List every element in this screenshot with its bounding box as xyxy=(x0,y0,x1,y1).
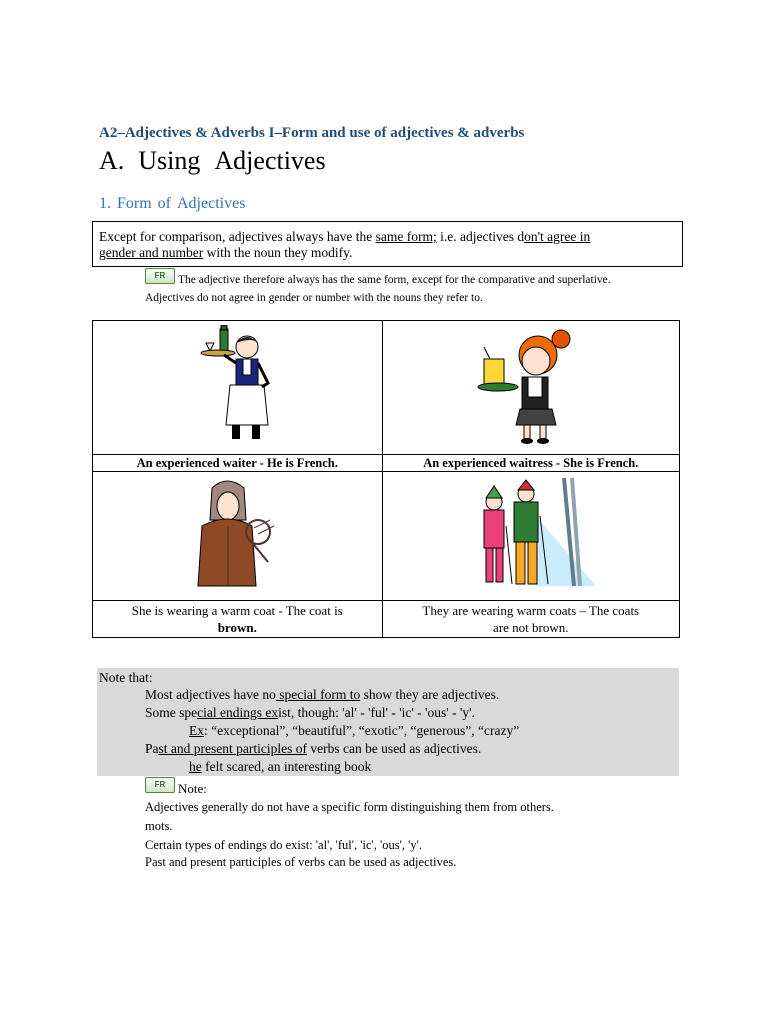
fr-note-bottom-line-2: mots. xyxy=(145,819,173,833)
note-line-5 xyxy=(189,758,371,776)
fr-note-bottom-line-4: Past and present participles of verbs can be used as adjectives. xyxy=(145,855,457,869)
rule-text-6: with the noun they modify. xyxy=(203,245,353,260)
caption-coat xyxy=(93,601,383,638)
note-line-1-b: special form to xyxy=(275,687,361,702)
note-line-2 xyxy=(145,704,475,722)
fr-translation-icon-2[interactable]: FR xyxy=(145,777,175,793)
note-line-4-a: Pa xyxy=(145,741,159,756)
caption-waiter: An experienced waiter - He is French. xyxy=(93,455,383,472)
note-line-2-b: cial endings ex xyxy=(197,705,279,720)
fr-note-label: Note: xyxy=(178,781,207,796)
note-title: Note that: xyxy=(99,670,153,685)
note-line-2-a: Some spe xyxy=(145,705,198,720)
fr-note-bottom-line-1: Adjectives generally do not have a specific form distinguishing them from others. xyxy=(145,800,554,814)
note-line-4 xyxy=(145,740,481,758)
sub-heading xyxy=(99,195,245,213)
note-line-1-c: show they are adjectives. xyxy=(360,687,500,702)
document-title: A2–Adjectives & Adverbs I–Form and use of adjectives & adverbs xyxy=(99,125,525,141)
waiter-image xyxy=(192,325,282,445)
fr-translation-icon[interactable]: FR xyxy=(145,268,175,284)
note-line-4-b: st and present participles of xyxy=(158,741,307,756)
sub-number: 1. xyxy=(99,195,111,212)
rule-text-1: Except for comparison, adjectives always have the xyxy=(99,229,376,244)
rule-text-3: i.e. adjectives d xyxy=(436,229,525,244)
section-letter: A. xyxy=(99,146,125,175)
rule-box xyxy=(92,221,683,267)
section-title-word-2: Adjectives xyxy=(214,146,326,175)
caption-coats xyxy=(382,601,679,638)
couple-ski-illustration xyxy=(382,472,679,601)
note-line-5-b: felt scared, an interesting book xyxy=(201,759,372,774)
note-line-3-b: : “exceptional”, “beautiful”, “exotic”, “generous”, “crazy” xyxy=(204,723,520,738)
sub-word-1: Form xyxy=(117,195,152,212)
fr-note-line-2: Adjectives do not agree in gender or number with the nouns they refer to. xyxy=(145,292,483,304)
coat-woman-image xyxy=(192,476,282,591)
note-line-3-a: Ex xyxy=(189,723,204,738)
rule-text-same-form: same form; xyxy=(375,229,437,244)
caption-waitress: An experienced waitress - She is French. xyxy=(382,455,679,472)
note-line-4-c: verbs can be used as adjectives. xyxy=(306,741,482,756)
caption-coats-line-2: are not brown. xyxy=(493,620,569,635)
coat-woman-illustration xyxy=(93,472,383,601)
note-line-3 xyxy=(189,722,519,740)
note-line-1 xyxy=(145,686,499,704)
fr-note-line-1: The adjective therefore always has the same form, except for the comparative and superlative. xyxy=(178,274,611,286)
sub-word-3: Adjectives xyxy=(177,195,246,212)
rule-text-gender-number: gender and number xyxy=(99,245,204,260)
note-line-2-c: ist, though: 'al' - 'ful' - 'ic' - 'ous' - 'y'. xyxy=(278,705,475,720)
caption-coats-line-1: They are wearing warm coats – The coats xyxy=(422,603,640,618)
waitress-image xyxy=(476,325,586,445)
sub-word-2: of xyxy=(157,195,171,212)
rule-text-dont-agree: on't agree in xyxy=(524,229,591,244)
caption-coat-line-2: brown. xyxy=(217,620,257,635)
couple-ski-image xyxy=(456,476,606,591)
caption-coat-line-1: She is wearing a warm coat - The coat is xyxy=(131,603,343,618)
note-line-5-a: he xyxy=(189,759,202,774)
section-heading xyxy=(99,146,326,176)
illustration-table xyxy=(92,320,680,638)
waitress-illustration xyxy=(382,321,679,455)
fr-note-bottom-line-3: Certain types of endings do exist: 'al', 'ful', 'ic', 'ous', 'y'. xyxy=(145,838,422,852)
section-title-word-1: Using xyxy=(138,146,201,175)
note-line-1-a: Most adjectives have no xyxy=(145,687,276,702)
waiter-illustration xyxy=(93,321,383,455)
